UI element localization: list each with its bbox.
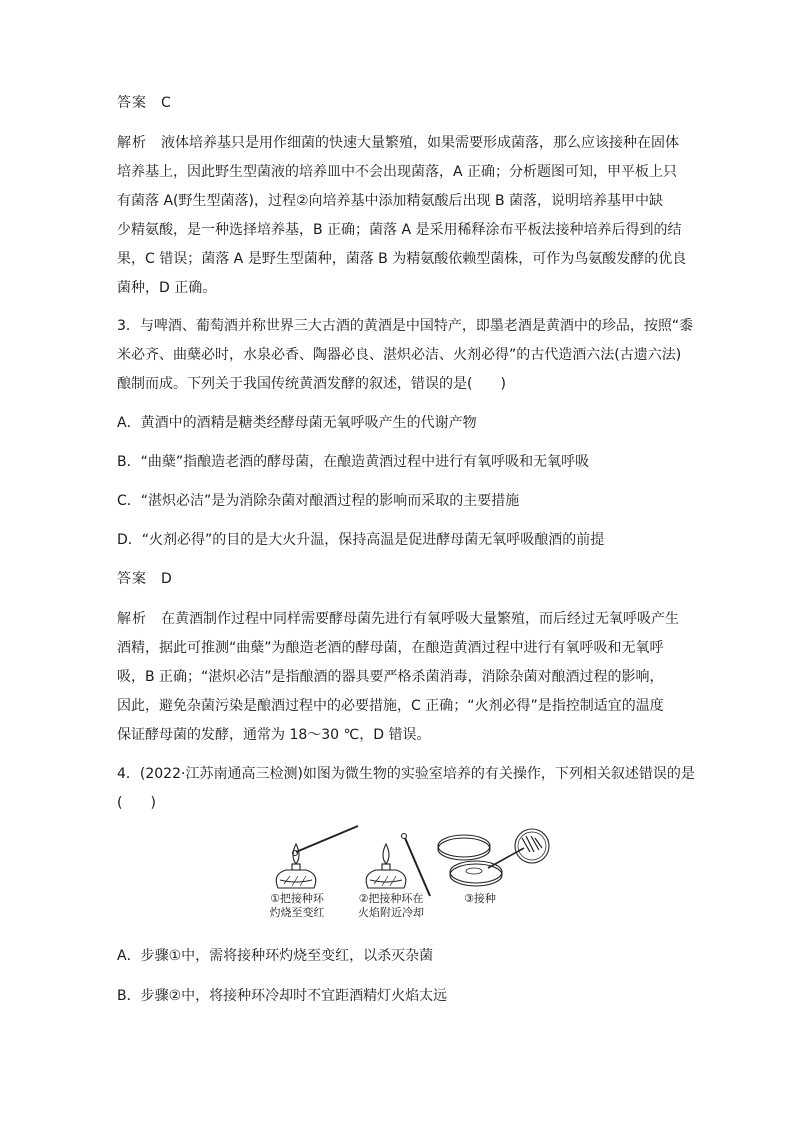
analysis-text: 液体培养基只是用作细菌的快速大量繁殖，如果需要形成菌落，那么应该接种在固体 — [161, 135, 679, 151]
question-stem-line: 米必齐、曲蘖必时，水泉必香、陶器必良、湛炽必洁、火剂必得”的古代造酒六法(古遗六法) — [117, 347, 682, 363]
option-a: A．黄酒中的酒精是糖类经酵母菌无氧呼吸产生的代谢产物 — [117, 415, 477, 431]
question-stem-line: 3．与啤酒、葡萄酒并称世界三大古酒的黄酒是中国特产，即墨老酒是黄酒中的珍品，按照“黍 — [117, 318, 694, 334]
analysis-line — [117, 609, 679, 629]
analysis-line: 吸，B 正确；“湛炽必洁”是指酿酒的器具要严格杀菌消毒，消除杂菌对酿酒过程的影响， — [117, 669, 664, 685]
analysis-line: 有菌落 A(野生型菌落)，过程②向培养基中添加精氨酸后出现 B 菌落，说明培养基甲中缺 — [117, 193, 664, 209]
lab-procedure-figure — [250, 820, 550, 926]
analysis-line: 培养基上，因此野生型菌液的培养皿中不会出现菌落，A 正确；分析题图可知，甲平板上只 — [117, 164, 678, 180]
answer-line-q2 — [117, 93, 171, 113]
analysis-line: 菌种，D 正确。 — [117, 280, 217, 296]
question-stem-line: ( ) — [117, 795, 156, 811]
answer-label: 答案 — [117, 571, 147, 587]
analysis-line: 果，C 错误；菌落 A 是野生型菌种，菌落 B 为精氨酸依赖型菌株，可作为鸟氨酸发酵的优良 — [117, 251, 687, 267]
flame-icon — [293, 844, 299, 864]
analysis-label: 解析 — [117, 135, 147, 151]
inoculating-loop-icon — [402, 834, 431, 897]
analysis-line: 因此，避免杂菌污染是酿酒过程中的必要措施，C 正确；“火剂必得”是指控制适宜的温度 — [117, 698, 664, 714]
option-c: C．“湛炽必洁”是为消除杂菌对酿酒过程的影响而采取的主要措施 — [117, 493, 520, 509]
answer-value: D — [161, 571, 172, 587]
analysis-line: 酒精，据此可推测“曲蘖”为酿造老酒的酵母菌，在酿造黄酒过程中进行有氧呼吸和无氧呼 — [117, 640, 664, 656]
flame-icon — [383, 844, 389, 864]
option-d: D．“火剂必得”的目的是大火升温，保持高温是促进酵母菌无氧呼吸酿酒的前提 — [117, 532, 605, 548]
figure-caption-step1: ①把接种环 灼烧至变红 — [269, 892, 325, 919]
procedure-illustration — [250, 820, 550, 900]
figure-caption-step2: ②把接种环在 火焰附近冷却 — [358, 892, 424, 919]
analysis-line — [117, 133, 679, 153]
analysis-line: 保证酵母菌的发酵，通常为 18～30 ℃，D 错误。 — [117, 727, 431, 743]
option-b: B．“曲蘖”指酿造老酒的酵母菌，在酿造黄酒过程中进行有氧呼吸和无氧呼吸 — [117, 454, 590, 470]
answer-value: C — [161, 95, 171, 111]
streak-plate-icon — [515, 829, 549, 863]
analysis-text: 在黄酒制作过程中同样需要酵母菌先进行有氧呼吸大量繁殖，而后经过无氧呼吸产生 — [161, 611, 679, 627]
figure-caption-step3: ③接种 — [464, 892, 496, 905]
analysis-line: 少精氨酸，是一种选择培养基，B 正确；菌落 A 是采用稀释涂布平板法接种培养后得到的结 — [117, 222, 682, 238]
option-b: B．步骤②中，将接种环冷却时不宜距酒精灯火焰太远 — [117, 988, 448, 1004]
question-stem-line: 酿制而成。下列关于我国传统黄酒发酵的叙述，错误的是( ) — [117, 376, 506, 392]
inoculating-loop-icon — [293, 826, 359, 856]
answer-label: 答案 — [117, 95, 147, 111]
petri-dish-lid-icon — [438, 835, 490, 860]
alcohol-lamp-icon — [366, 864, 406, 888]
alcohol-lamp-icon — [276, 864, 316, 888]
question-stem-line: 4．(2022·江苏南通高三检测)如图为微生物的实验室培养的有关操作，下列相关叙述错误的是 — [117, 766, 695, 782]
answer-line-q3 — [117, 569, 172, 589]
option-a: A．步骤①中，需将接种环灼烧至变红，以杀灭杂菌 — [117, 948, 434, 964]
analysis-label: 解析 — [117, 611, 147, 627]
